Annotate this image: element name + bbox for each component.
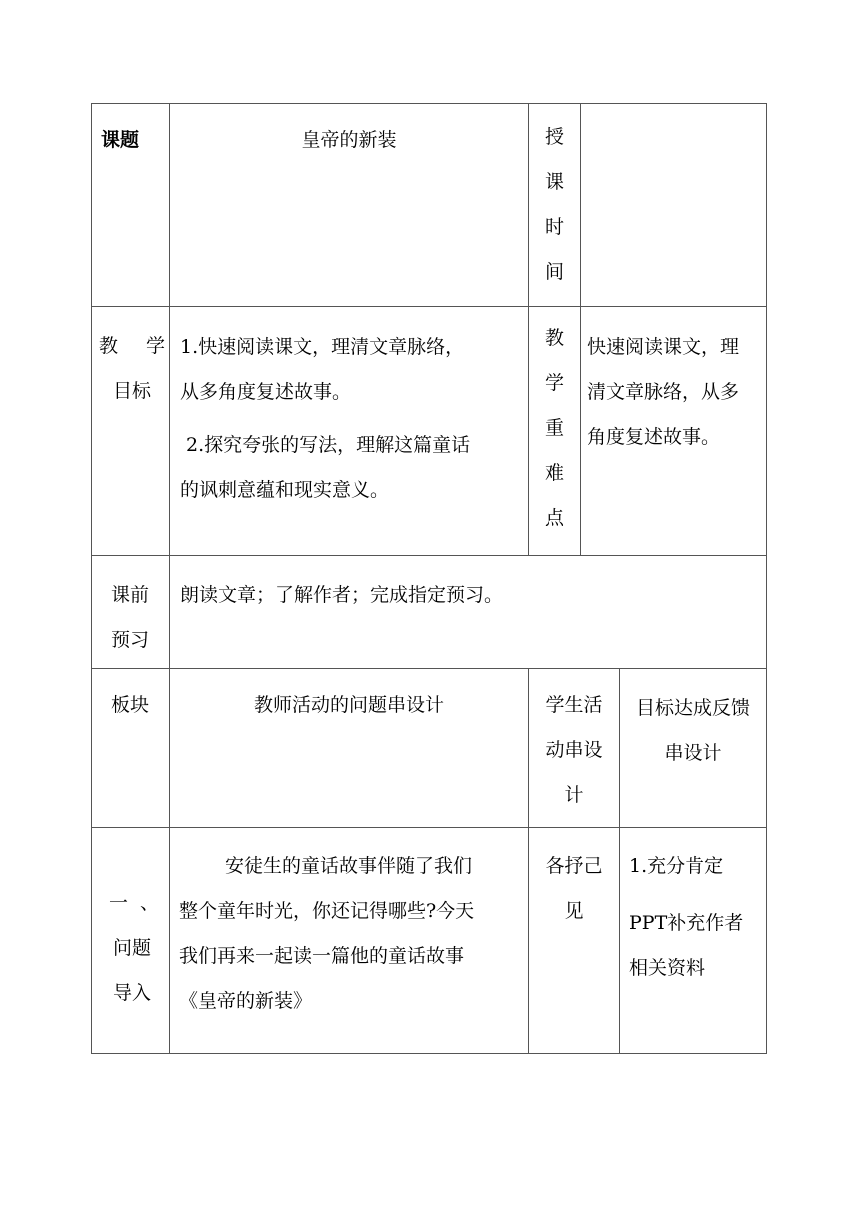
- label-char: 点: [544, 507, 564, 529]
- table-border: [91, 306, 767, 307]
- teacher-line: 安徒生的童话故事伴随了我们: [225, 855, 473, 877]
- header-line: 串设计: [664, 742, 722, 764]
- section-label: [99, 881, 165, 1016]
- feedback-line: PPT补充作者: [629, 912, 744, 934]
- table-border: [766, 103, 767, 1054]
- lesson-title: 皇帝的新装: [301, 129, 397, 151]
- label-char: 重: [544, 417, 564, 439]
- feedback-line: 1.充分肯定: [629, 855, 724, 877]
- goals-label-line: 目标: [112, 380, 151, 402]
- section-label-line: 问题: [112, 937, 151, 959]
- col-header-teacher: 教师活动的问题串设计: [253, 694, 444, 716]
- student-activity: [529, 844, 619, 934]
- goal-line: 1.快速阅读课文，理清文章脉络，: [180, 336, 465, 358]
- label-char: 一: [109, 892, 129, 914]
- teaching-time-label: [529, 115, 580, 295]
- table-border: [91, 1053, 767, 1054]
- goal-line: 的讽刺意蕴和现实意义。: [180, 479, 390, 501]
- goals-label-line: [99, 324, 165, 369]
- table-border: [580, 103, 581, 555]
- label-char: 授: [544, 126, 564, 148]
- label-char: 学: [145, 335, 165, 357]
- label-char: 难: [544, 462, 564, 484]
- teacher-line: 《皇帝的新装》: [179, 990, 313, 1012]
- col-header-feedback: [620, 686, 766, 776]
- feedback-design: [629, 844, 765, 991]
- table-border: [91, 103, 767, 104]
- label-char: 教: [544, 327, 564, 349]
- table-border: [91, 555, 767, 556]
- key-line: 快速阅读课文，理: [587, 336, 740, 358]
- section-label-line: [99, 881, 165, 926]
- col-header-section: 板块: [110, 694, 149, 716]
- table-border: [91, 827, 767, 828]
- table-border: [91, 668, 767, 669]
- goal-line: 2.探究夸张的写法，理解这篇童话: [180, 434, 471, 456]
- title-label: 课题: [101, 129, 140, 151]
- col-header-student: [529, 683, 619, 818]
- student-line: 各抒己: [545, 855, 603, 877]
- preview-content: 朗读文章；了解作者；完成指定预习。: [180, 584, 504, 606]
- student-line: 见: [564, 900, 584, 922]
- teacher-line: 整个童年时光，你还记得哪些?今天: [179, 900, 475, 922]
- label-char: 学: [544, 372, 564, 394]
- header-line: 计: [564, 784, 584, 806]
- key-points-content: [587, 325, 765, 460]
- key-line: 角度复述故事。: [587, 426, 721, 448]
- header-line: 动串设: [545, 739, 603, 761]
- key-line: 清文章脉络，从多: [587, 381, 740, 403]
- goals-label: [99, 324, 165, 414]
- label-char: 间: [544, 261, 564, 283]
- header-line: 目标达成反馈: [635, 697, 750, 719]
- label-char: 教: [99, 335, 119, 357]
- feedback-line: 相关资料: [629, 957, 706, 979]
- preview-label: [91, 573, 169, 663]
- goals-content: [180, 325, 525, 513]
- preview-label-line: 预习: [110, 629, 149, 651]
- header-line: 学生活: [545, 694, 603, 716]
- section-label-line: 导入: [112, 982, 151, 1004]
- key-points-label: [529, 316, 580, 541]
- teacher-line: 我们再来一起读一篇他的童话故事: [179, 945, 465, 967]
- goal-line: 从多角度复述故事。: [180, 381, 352, 403]
- preview-label-line: 课前: [110, 584, 149, 606]
- label-char: 课: [544, 171, 564, 193]
- label-char: 、: [139, 892, 159, 914]
- table-border: [169, 103, 170, 1054]
- teacher-activity: [179, 844, 524, 1024]
- label-char: 时: [544, 216, 564, 238]
- lesson-plan-table: [91, 103, 767, 1054]
